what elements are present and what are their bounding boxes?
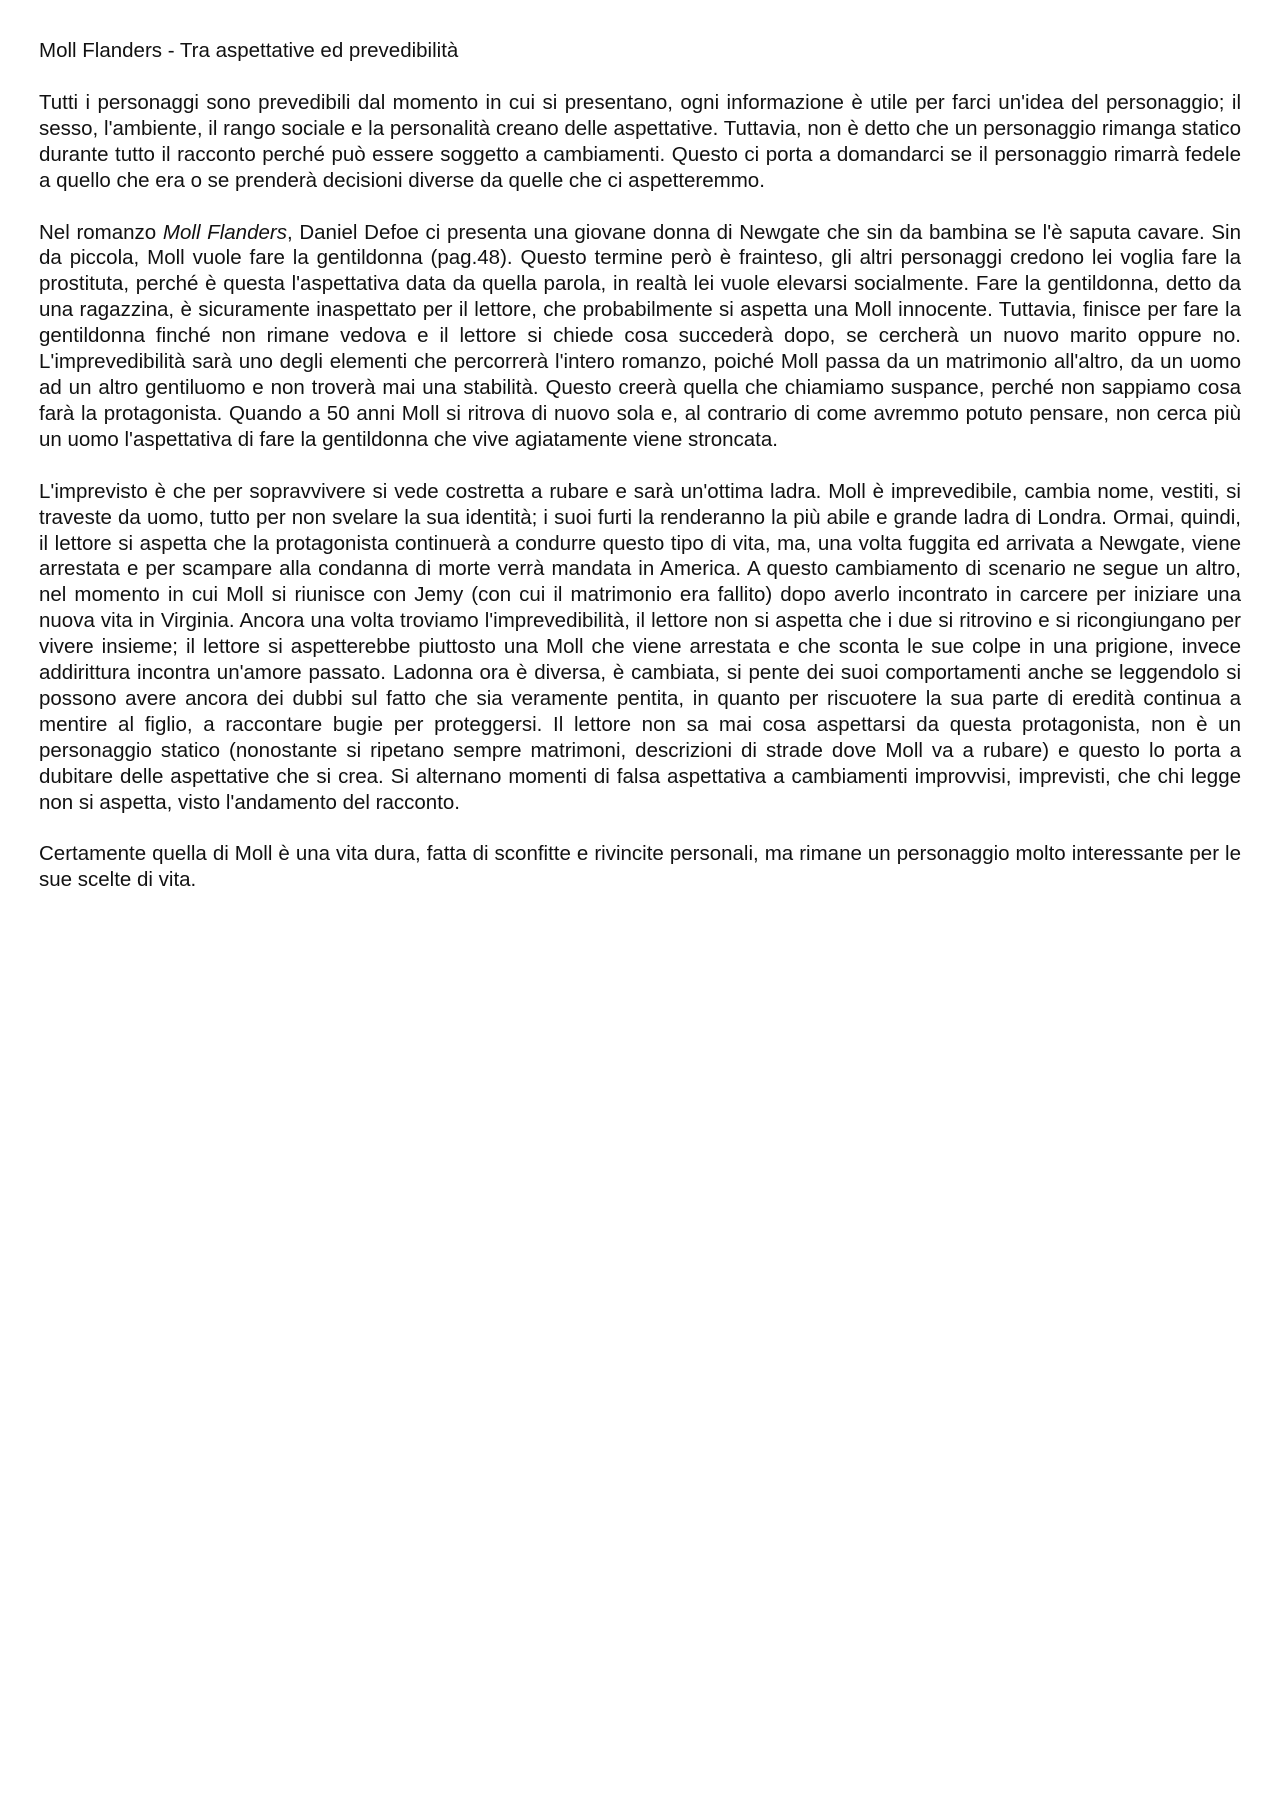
- paragraph-novel-start: Nel romanzo: [39, 220, 163, 244]
- paragraph-unexpected: L'imprevisto è che per sopravvivere si vede costretta a rubare e sarà un'ottima ladra. Moll è imprevedibile, cambia nome, vestiti, si traveste da uomo, tutto per non svelare la sua identità; i suoi furti la renderanno la più abile e grande ladra di Londra. Ormai, quindi, il lettore si aspetta che la protagonista continuerà a condurre questo tipo di vita, ma, una volta fuggita ed arrivata a Newgate, viene arrestata e per scampare alla condanna di morte verrà mandata in America. A questo cambiamento di scenario ne segue un altro, nel momento in cui Moll si riunisce con Jemy (con cui il matrimonio era fallito) dopo averlo incontrato in carcere per iniziare una nuova vita in Virginia. Ancora una volta troviamo l'imprevedibilità, il lettore non si aspetta che i due si ritrovino e si ricongiungano per vivere insieme; il lettore si aspetterebbe piuttosto una Moll che viene arrestata e che sconta le sue colpe in una prigione, invece addirittura incontra un'amore passato. Ladonna ora è diversa, è cambiata, si pente dei suoi comportamenti anche se leggendolo si possono avere ancora dei dubbi sul fatto che sia veramente pentita, in quanto per riscuotere la sua parte di eredità continua a mentire al figlio, a raccontare bugie per proteggersi. Il lettore non sa mai cosa aspettarsi da questa protagonista, non è un personaggio statico (nonostante si ripetano sempre matrimoni, descrizioni di strade dove Moll va a rubare) e questo lo porta a dubitare delle aspettative che si crea. Si alternano momenti di falsa aspettativa a cambiamenti improvvisi, imprevisti, che chi legge non si aspetta, visto l'andamento del racconto.: [39, 479, 1241, 814]
- paragraph-conclusion: Certamente quella di Moll è una vita dura, fatta di sconfitte e rivincite personali, ma rimane un personaggio molto interessante per le sue scelte di vita.: [39, 842, 1241, 892]
- document-body: [39, 38, 1241, 893]
- book-title-italic: Moll Flanders: [162, 220, 287, 244]
- paragraph-novel: [39, 220, 1241, 453]
- paragraph-intro: Tutti i personaggi sono prevedibili dal momento in cui si presentano, ogni informazione è utile per farci un'idea del personaggio; il sesso, l'ambiente, il rango sociale e la personalità creano delle aspettative. Tuttavia, non è detto che un personaggio rimanga statico durante tutto il racconto perché può essere soggetto a cambiamenti. Questo ci porta a domandarci se il personaggio rimarrà fedele a quello che era o se prenderà decisioni diverse da quelle che ci aspetteremmo.: [39, 90, 1241, 192]
- paragraph-novel-rest: , Daniel Defoe ci presenta una giovane donna di Newgate che sin da bambina se l'è saputa cavare. Sin da piccola, Moll vuole fare la gentildonna (pag.48). Questo termine però è frainteso, gli altri personaggi credono lei voglia fare la prostituta, perché è questa l'aspettativa data da quella parola, in realtà lei vuole elevarsi socialmente. Fare la gentildonna, detto da una ragazzina, è sicuramente inaspettato per il lettore, che probabilmente si aspetta una Moll innocente. Tuttavia, finisce per fare la gentildonna finché non rimane vedova e il lettore si chiede cosa succederà dopo, se cercherà un nuovo marito oppure no. L'imprevedibilità sarà uno degli elementi che percorrerà l'intero romanzo, poiché Moll passa da un matrimonio all'altro, da un uomo ad un altro gentiluomo e non troverà mai una stabilità. Questo creerà quella che chiamiamo suspance, perché non sappiamo cosa farà la protagonista. Quando a 50 anni Moll si ritrova di nuovo sola e, al contrario di come avremmo potuto pensare, non cerca più un uomo l'aspettativa di fare la gentildonna che vive agiatamente viene stroncata.: [39, 220, 1241, 451]
- document-title: Moll Flanders - Tra aspettative ed prevedibilità: [39, 39, 459, 62]
